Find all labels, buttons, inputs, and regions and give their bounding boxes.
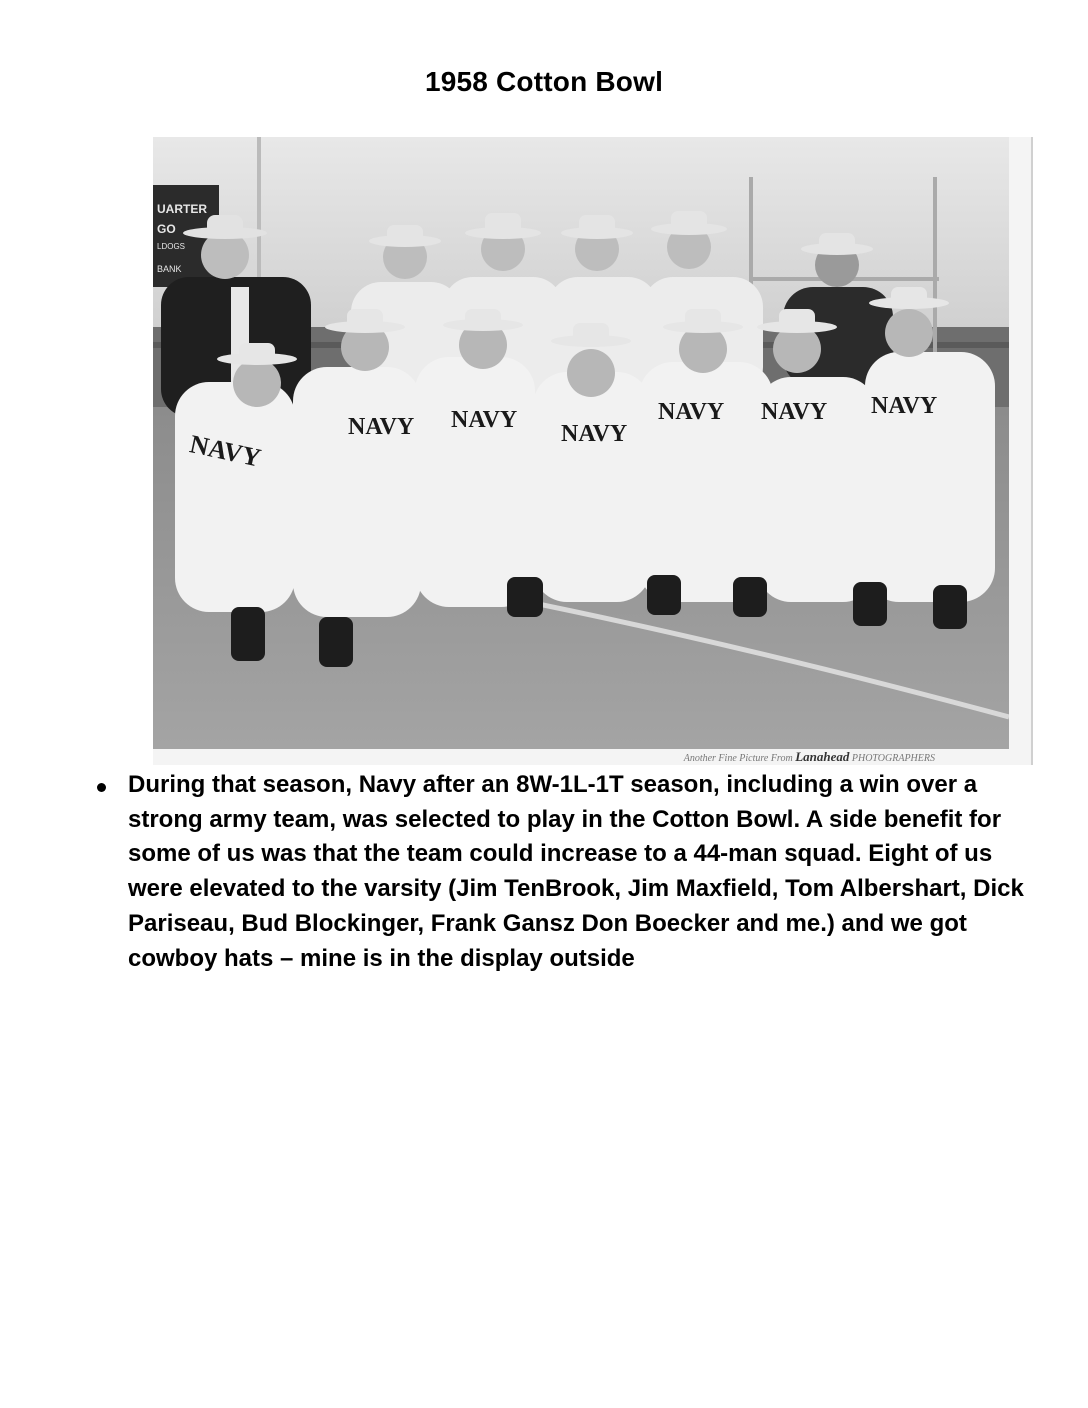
jersey-label-1: NAVY (187, 429, 264, 473)
photo-credit-prefix: Another Fine Picture From (683, 753, 793, 764)
bullet-icon (97, 783, 106, 792)
scoreboard-line-4: BANK (157, 264, 182, 274)
scoreboard-line-2: GO (157, 222, 176, 236)
scoreboard-line-3: LDOGS (157, 242, 186, 251)
jersey-label-2: NAVY (348, 414, 415, 440)
bullet-text: During that season, Navy after an 8W-1L-1T season, including a win over a strong army team, was selected to play in the Cotton Bowl. A side benefit for some of us was that the team could increase to a 44-man squad. Eight of us were elevated to the varsity (Jim TenBrook, Jim Maxfield, Tom Albershart, Dick Pariseau, Bud Blockinger, Frank Gansz Don Boecker and me.) and we got cowboy hats – mine is in the display outside (128, 771, 1024, 972)
photo-credit-brand: Lanahead (795, 749, 850, 764)
jersey-label-4: NAVY (561, 421, 628, 447)
page-title: 1958 Cotton Bowl (424, 66, 664, 97)
photo-credit-suffix: PHOTOGRAPHERS (851, 753, 935, 764)
team-photo (153, 137, 1033, 765)
bullet-list (97, 768, 1037, 976)
jersey-label-6: NAVY (761, 399, 828, 425)
list-item (97, 768, 1037, 976)
jersey-label-7: NAVY (871, 393, 938, 419)
team-photo-image (153, 137, 1009, 749)
scoreboard-line-1: UARTER (157, 202, 207, 216)
jersey-label-3: NAVY (451, 407, 518, 433)
photo-credit (684, 749, 935, 765)
jersey-label-5: NAVY (658, 399, 725, 425)
